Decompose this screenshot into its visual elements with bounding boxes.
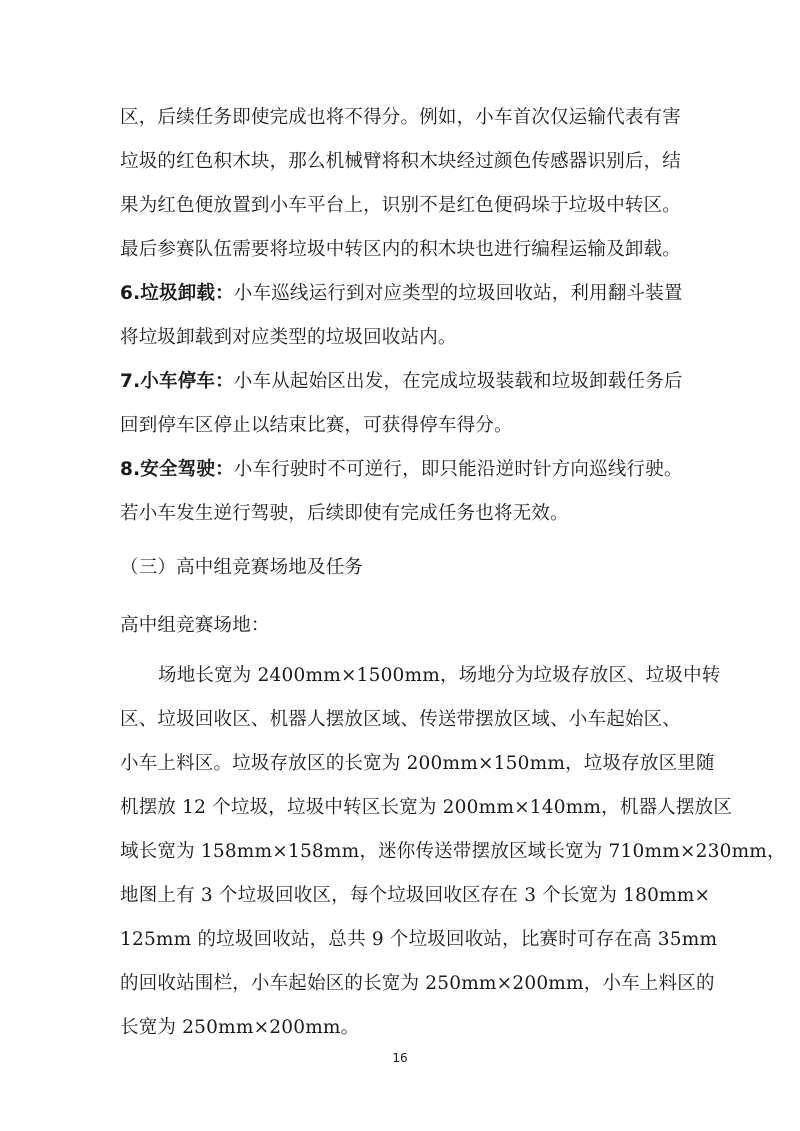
text-line: 地图上有 3 个垃圾回收区，每个垃圾回收区存在 3 个长宽为 180mm× xyxy=(120,885,711,906)
section-heading: （三）高中组竞赛场地及任务 xyxy=(120,557,364,578)
text-line: 果为红色便放置到小车平台上，识别不是红色便码垛于垃圾中转区。 xyxy=(120,195,682,216)
item-6-title: 6.垃圾卸载： xyxy=(120,283,234,304)
item-8-text: 小车行驶时不可逆行，即只能沿逆时针方向巡线行驶。 xyxy=(233,459,683,480)
text-line: 125mm 的垃圾回收站，总共 9 个垃圾回收站，比赛时可存在高 35mm xyxy=(120,929,718,950)
text-line: 垃圾的红色积木块，那么机械臂将积木块经过颜色传感器识别后，结 xyxy=(120,151,682,172)
text-line: 域长宽为 158mm×158mm，迷你传送带摆放区域长宽为 710mm×230mm， xyxy=(120,841,786,862)
text-line: 的回收站围栏，小车起始区的长宽为 250mm×200mm，小车上料区的 xyxy=(120,973,715,994)
list-item-6 xyxy=(120,282,683,306)
text-line: 回到停车区停止以结束比赛，可获得停车得分。 xyxy=(120,415,513,436)
text-line: 小车上料区。垃圾存放区的长宽为 200mm×150mm，垃圾存放区里随 xyxy=(120,753,715,774)
item-7-text: 小车从起始区出发，在完成垃圾装载和垃圾卸载任务后 xyxy=(233,371,683,392)
text-line: 机摆放 12 个垃圾，垃圾中转区长宽为 200mm×140mm，机器人摆放区 xyxy=(120,797,733,818)
item-8-title: 8.安全驾驶： xyxy=(120,459,234,480)
item-6-text: 小车巡线运行到对应类型的垃圾回收站，利用翻斗装置 xyxy=(233,283,683,304)
sub-heading: 高中组竞赛场地： xyxy=(120,615,270,636)
text-line: 最后参赛队伍需要将垃圾中转区内的积木块也进行编程运输及卸载。 xyxy=(120,239,682,260)
text-line: 将垃圾卸载到对应类型的垃圾回收站内。 xyxy=(120,327,457,348)
item-7-title: 7.小车停车： xyxy=(120,371,234,392)
list-item-8 xyxy=(120,458,683,482)
text-line: 区、垃圾回收区、机器人摆放区域、传送带摆放区域、小车起始区、 xyxy=(120,709,682,730)
text-line: 若小车发生逆行驾驶，后续即使有完成任务也将无效。 xyxy=(120,503,569,524)
page-number: 16 xyxy=(392,1051,408,1065)
text-line: 长宽为 250mm×200mm。 xyxy=(120,1017,360,1038)
list-item-7 xyxy=(120,370,683,394)
text-line: 区，后续任务即使完成也将不得分。例如，小车首次仅运输代表有害 xyxy=(120,107,682,128)
paragraph-first-line: 场地长宽为 2400mm×1500mm，场地分为垃圾存放区、垃圾中转 xyxy=(158,665,721,686)
